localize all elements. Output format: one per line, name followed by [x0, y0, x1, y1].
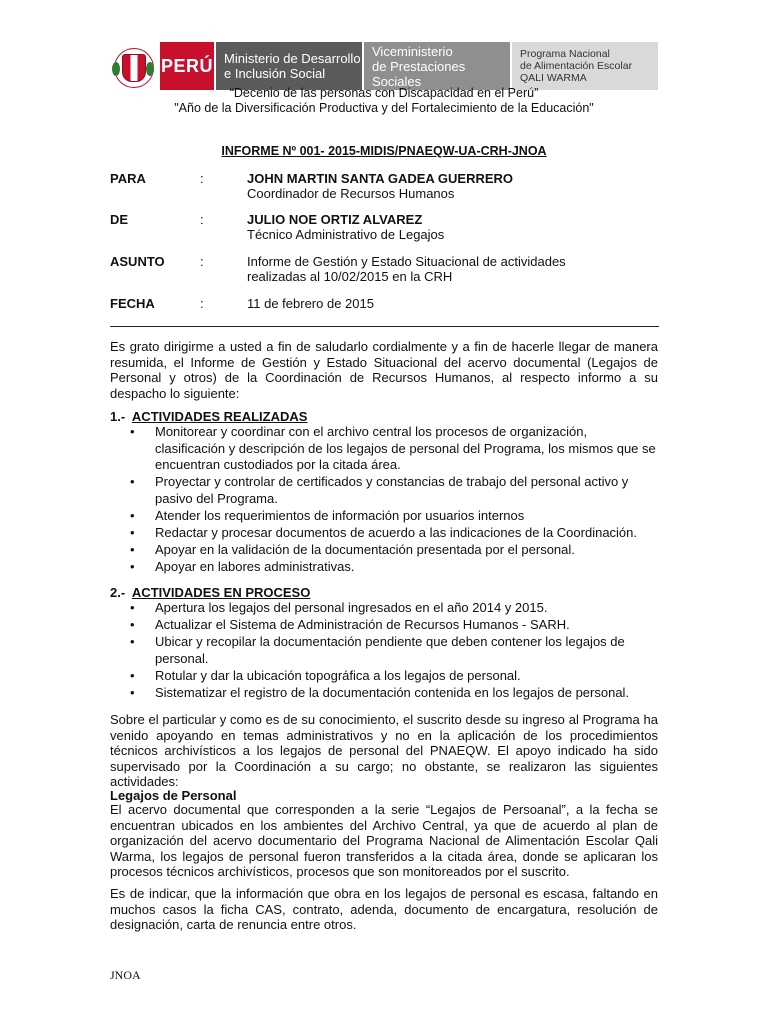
bullet-icon: • [130, 558, 135, 574]
programa-block [510, 42, 658, 90]
bullet-icon: • [130, 667, 135, 683]
footer-initials: JNOA [110, 968, 141, 982]
section1-number: 1.- [110, 409, 126, 424]
fecha-colon: : [200, 296, 204, 311]
list-item: • Actualizar el Sistema de Administración de Recursos Humanos - SARH. [130, 617, 570, 632]
section1-list [130, 424, 660, 576]
peru-coat-of-arms-icon [108, 42, 160, 90]
section2-list [130, 600, 660, 702]
legajos-heading: Legajos de Personal [110, 788, 237, 803]
bullet-icon: • [130, 507, 135, 523]
de-colon: : [200, 212, 204, 227]
fecha-label: FECHA [110, 296, 155, 311]
asunto-line2: realizadas al 10/02/2015 en la CRH [247, 269, 453, 284]
viceministerio-block [362, 42, 510, 90]
bullet-icon: • [130, 474, 135, 489]
de-role: Técnico Administrativo de Legajos [247, 227, 445, 242]
bullet-icon: • [130, 600, 135, 615]
bullet-icon: • [130, 634, 135, 649]
para-role: Coordinador de Recursos Humanos [247, 186, 455, 201]
bullet-icon: • [130, 617, 135, 632]
ministerio-block [214, 42, 362, 90]
ministerio-line1: Ministerio de Desarrollo [224, 51, 361, 66]
section2-title: ACTIVIDADES EN PROCESO [131, 585, 311, 600]
prog-line2: de Alimentación Escolar [520, 60, 633, 72]
header-banner [108, 42, 658, 90]
bullet-icon: • [130, 424, 135, 439]
sobre-paragraph: Sobre el particular y como es de su conocimiento, el suscrito desde su ingreso al Programa ha venido apoyando en temas administrativos y no en la aplicación de los procedimientos técnicos archivísticos a los legajos de personal del PNAEQW. El apoyo indicado ha sido supervisado por la Coordinación a su cargo; no obstante, se realizaron las siguientes actividades: [110, 712, 658, 789]
section2-number: 2.- [110, 585, 126, 600]
list-item: • Atender los requerimientos de información por usuarios internos [130, 507, 525, 523]
de-name: JULIO NOE ORTIZ ALVAREZ [247, 212, 423, 227]
list-item: • Apertura los legajos del personal ingresados en el año 2014 y 2015. [130, 600, 548, 615]
section1-heading [110, 409, 307, 424]
asunto-colon: : [200, 254, 204, 269]
de-label: DE [110, 212, 129, 227]
list-item: • Apoyar en labores administrativas. [130, 558, 355, 574]
indicar-paragraph: Es de indicar, que la información que obra en los legajos de personal es escasa, faltando en muchos casos la ficha CAS, contrato, adenda, documento de encargatura, resolución de designación, carta de renuncia entre otros. [110, 886, 658, 932]
prog-line1: Programa Nacional [520, 48, 610, 60]
list-item: • Apoyar en la validación de la documentación presentada por el personal. [130, 541, 575, 557]
fecha-value: 11 de febrero de 2015 [247, 296, 374, 311]
bullet-icon: • [130, 684, 135, 700]
asunto-line1: Informe de Gestión y Estado Situacional de actividades [247, 254, 566, 269]
legajos-paragraph: El acervo documental que corresponden a la serie “Legajos de Persoanal”, a la fecha se encuentran ubicados en los ambientes del Archivo Central, ya que de acuerdo al plan de organización del acervo documentario del Programa Nacional de Alimentación Escolar Qali Warma, los legajos de personal fueron transferidos a la citada área, donde se aplicaran los procesos técnicos archivísticos, procesos que son monitoreados por el suscrito. [110, 802, 658, 879]
para-colon: : [200, 171, 204, 186]
document-title: INFORME Nº 001- 2015-MIDIS/PNAEQW-UA-CRH-JNOA [221, 144, 547, 158]
list-item: • Ubicar y recopilar la documentación pendiente que deben contener los legajos de personal. [130, 634, 625, 666]
bullet-icon: • [130, 524, 135, 540]
list-item: • Sistematizar el registro de la documentación contenida en los legajos de personal. [130, 684, 630, 700]
year-motto: "Año de la Diversificación Productiva y del Fortalecimiento de la Educación" [174, 101, 594, 115]
list-item: • Proyectar y controlar de certificados y constancias de trabajo del personal activo y pasivo del Programa. [130, 474, 629, 506]
section1-title: ACTIVIDADES REALIZADAS [131, 409, 308, 424]
asunto-label: ASUNTO [110, 254, 165, 269]
prog-line3: QALI WARMA [520, 72, 587, 84]
intro-paragraph: Es grato dirigirme a usted a fin de saludarlo cordialmente y a fin de hacerle llegar de manera resumida, el Informe de Gestión y Estado Situacional del acervo documental (Legajos de Personal y otros) de la Coordinación de Recursos Humanos, al respecto informo a su despacho lo siguiente: [110, 339, 658, 401]
list-item: • Redactar y procesar documentos de acuerdo a las indicaciones de la Coordinación. [130, 524, 638, 540]
decade-motto: “Decenio de las personas con Discapacidad en el Perú” [229, 86, 539, 100]
vice-line2: de Prestaciones Sociales [372, 58, 466, 89]
section2-heading [110, 585, 310, 600]
para-label: PARA [110, 171, 146, 186]
list-item: • Rotular y dar la ubicación topográfica a los legajos de personal. [130, 667, 521, 683]
header-divider [110, 326, 659, 327]
bullet-icon: • [130, 541, 135, 557]
para-name: JOHN MARTIN SANTA GADEA GUERRERO [247, 171, 514, 186]
ministerio-line2: e Inclusión Social [224, 66, 326, 81]
list-item: • Monitorear y coordinar con el archivo central los procesos de organización, clasificación y descripción de los legajos de personal del Programa, los mismos que se encuentran custodiados por la citada área. [130, 424, 656, 472]
peru-logo: PERÚ [160, 42, 214, 90]
vice-line1: Viceministerio [372, 43, 453, 59]
